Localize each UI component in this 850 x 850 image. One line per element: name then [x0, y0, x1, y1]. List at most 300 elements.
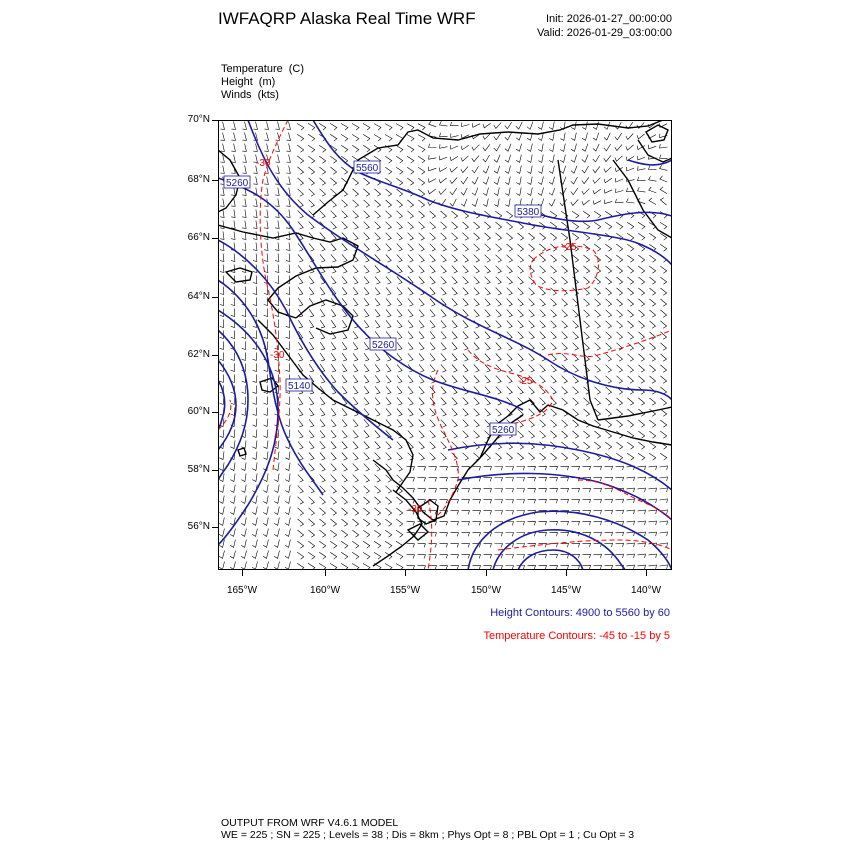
- wind-barb: [638, 431, 644, 438]
- wind-barb: [352, 552, 359, 559]
- wind-barb: [418, 543, 426, 547]
- wind-barb: [660, 187, 667, 194]
- wind-barb: [397, 420, 402, 428]
- wind-barb: [274, 507, 279, 515]
- wind-barb: [485, 244, 491, 251]
- wind-barb: [331, 309, 336, 317]
- wind-barb: [298, 430, 303, 438]
- wind-barb: [220, 353, 224, 361]
- wind-barb: [275, 221, 279, 229]
- wind-barb: [253, 177, 257, 185]
- wind-barb: [495, 533, 503, 537]
- wind-barbs: [219, 121, 667, 570]
- wind-barb: [573, 420, 579, 427]
- wind-barb: [605, 442, 611, 449]
- wind-barb: [252, 452, 257, 460]
- wind-barb: [627, 532, 635, 536]
- wind-barb: [397, 266, 402, 274]
- wind-barb: [243, 122, 247, 130]
- wind-barb: [298, 508, 304, 515]
- wind-barb: [263, 529, 268, 537]
- wind-barb: [561, 453, 567, 460]
- wind-barb: [649, 466, 657, 470]
- wind-barb: [529, 321, 535, 329]
- wind-barb: [605, 222, 612, 229]
- wind-barb: [518, 299, 524, 306]
- wind-barb: [231, 144, 235, 152]
- wind-barb: [463, 299, 468, 307]
- wind-barb: [606, 398, 612, 405]
- wind-barb: [429, 565, 437, 569]
- wind-barb: [528, 453, 534, 460]
- wind-barb: [452, 321, 457, 329]
- wind-barb: [430, 442, 436, 449]
- wind-barb: [506, 233, 512, 240]
- wind-barb: [408, 288, 413, 296]
- wind-barb: [309, 287, 314, 295]
- wind-barb: [451, 565, 459, 569]
- wind-barb: [418, 156, 425, 163]
- wind-barb: [595, 332, 601, 339]
- wind-barb: [540, 376, 546, 383]
- wind-barb: [474, 233, 480, 240]
- wind-barb: [649, 266, 655, 273]
- lon-tick: [405, 570, 406, 576]
- wind-barb: [562, 321, 568, 329]
- wind-barb: [219, 507, 224, 515]
- wind-barb: [660, 466, 668, 470]
- height-contour: [313, 120, 672, 265]
- lat-label: 68°N: [187, 174, 210, 185]
- wind-barb: [474, 409, 480, 417]
- wind-barb: [550, 532, 558, 536]
- wind-barb: [605, 477, 613, 481]
- wind-barb: [254, 122, 258, 130]
- wind-barb: [540, 255, 546, 262]
- wind-barb: [320, 178, 326, 185]
- wind-barb: [516, 177, 521, 185]
- height-label-text: 5380: [517, 207, 540, 218]
- wind-barb: [616, 466, 624, 470]
- wind-barb: [441, 442, 447, 449]
- wind-barb: [518, 244, 524, 251]
- wind-barb: [275, 155, 279, 163]
- wind-barb: [220, 232, 224, 240]
- wind-barb: [551, 321, 557, 328]
- wind-barb: [220, 166, 224, 174]
- wind-barb: [286, 364, 290, 372]
- wind-barb: [506, 566, 514, 570]
- wind-barb: [263, 441, 268, 449]
- wind-barb: [341, 552, 348, 559]
- wind-barb: [505, 155, 511, 163]
- wind-barb: [331, 453, 336, 461]
- wind-barb: [220, 265, 224, 273]
- wind-barb: [473, 554, 481, 558]
- wind-barb: [374, 135, 381, 142]
- wind-barb: [649, 488, 657, 492]
- wind-barb: [583, 442, 589, 449]
- wind-barb: [485, 277, 491, 284]
- wind-barb: [275, 232, 279, 240]
- wind-barb: [452, 266, 458, 274]
- wind-barb: [297, 123, 304, 130]
- wind-barb: [583, 554, 591, 558]
- temperature-contour: [578, 480, 672, 520]
- wind-barb: [375, 442, 380, 450]
- wind-barb: [540, 266, 546, 273]
- wind-barb: [505, 144, 511, 151]
- wind-barb: [474, 310, 479, 318]
- wind-barb: [627, 288, 633, 295]
- wind-barb: [241, 474, 246, 482]
- wind-barb: [263, 551, 268, 559]
- wind-barb: [385, 167, 391, 174]
- wind-barb: [363, 541, 370, 548]
- wind-barb: [572, 466, 580, 470]
- wind-barb: [649, 521, 657, 525]
- wind-barb: [463, 277, 469, 285]
- wind-barb: [308, 552, 315, 559]
- wind-barb: [582, 177, 589, 183]
- height-label: [354, 161, 380, 174]
- wind-barb: [540, 431, 546, 438]
- wind-barb: [331, 486, 337, 494]
- wind-barb: [363, 508, 369, 515]
- wind-barb: [230, 474, 235, 482]
- wind-barb: [660, 299, 666, 306]
- wind-barb: [341, 530, 347, 537]
- wind-barb: [386, 320, 391, 328]
- wind-barb: [562, 420, 568, 427]
- wind-barb: [638, 166, 646, 170]
- wind-barb: [430, 233, 436, 240]
- wind-barb: [473, 488, 481, 492]
- map-panel: [218, 120, 672, 570]
- wind-barb: [562, 310, 568, 318]
- wind-barb: [397, 222, 403, 230]
- wind-barb: [604, 189, 612, 193]
- wind-barb: [397, 244, 403, 252]
- wind-barb: [220, 287, 224, 295]
- wind-barb: [594, 499, 602, 503]
- wind-barb: [386, 420, 391, 428]
- wind-barb: [309, 486, 315, 493]
- wind-barb: [562, 376, 568, 384]
- wind-barb: [551, 431, 557, 438]
- wind-barb: [320, 453, 325, 461]
- wind-barb: [242, 408, 246, 416]
- wind-barb: [594, 565, 602, 569]
- wind-barb: [594, 466, 602, 470]
- wind-barb: [505, 177, 510, 185]
- init-time: Init: 2026-01-27_00:00:00: [546, 13, 672, 25]
- wind-barb: [275, 243, 279, 251]
- wind-barb: [472, 177, 478, 184]
- wind-barb: [274, 474, 279, 482]
- wind-barb: [331, 353, 336, 361]
- wind-barb: [386, 408, 391, 416]
- wind-barb: [319, 167, 325, 174]
- wind-barb: [419, 386, 424, 394]
- wind-barb: [496, 321, 501, 329]
- wind-barb: [461, 177, 468, 184]
- height-contour: [468, 511, 672, 570]
- wind-barb: [320, 397, 325, 405]
- wind-barb: [219, 496, 224, 504]
- wind-barb: [561, 255, 567, 262]
- wind-barb: [298, 298, 303, 306]
- wind-barb: [649, 198, 656, 205]
- wind-barb: [408, 409, 413, 417]
- wind-barb: [441, 409, 446, 417]
- wind-barb: [639, 332, 645, 339]
- wind-barb: [353, 211, 359, 219]
- wind-barb: [407, 565, 415, 569]
- wind-barb: [396, 497, 402, 504]
- wind-barb: [505, 166, 510, 174]
- wind-barb: [320, 211, 326, 218]
- wind-barb: [429, 121, 437, 127]
- wind-barb: [385, 497, 391, 504]
- wind-barb: [551, 255, 557, 262]
- lat-tick: [212, 238, 218, 239]
- wind-barb: [374, 124, 381, 131]
- wind-barb: [363, 145, 370, 152]
- wind-barb: [264, 221, 268, 229]
- wind-barb: [660, 521, 668, 525]
- wind-barb: [573, 409, 579, 416]
- wind-barb: [506, 511, 514, 515]
- wind-barb: [253, 221, 257, 229]
- wind-barb: [627, 510, 635, 514]
- wind-barb: [627, 565, 635, 569]
- wind-barb: [297, 156, 303, 163]
- wind-barb: [274, 496, 279, 504]
- wind-barb: [320, 254, 325, 262]
- wind-barb: [353, 397, 358, 405]
- wind-barb: [606, 376, 612, 383]
- wind-barb: [220, 375, 224, 383]
- wind-barb: [419, 298, 424, 306]
- wind-barb: [408, 266, 413, 274]
- wind-barb: [397, 464, 403, 472]
- wind-barb: [649, 565, 657, 569]
- wind-barb: [375, 298, 380, 306]
- wind-barb: [385, 530, 392, 537]
- wind-barb: [561, 233, 567, 240]
- lon-tick: [325, 570, 326, 576]
- wind-barb: [660, 365, 666, 372]
- wind-barb: [463, 453, 469, 460]
- wind-barb: [562, 354, 568, 361]
- wind-barb: [298, 254, 303, 262]
- wind-barb: [594, 521, 602, 525]
- wind-barb: [495, 544, 503, 548]
- wind-barb: [439, 168, 447, 172]
- wind-barb: [595, 277, 601, 284]
- wind-barb: [407, 178, 413, 185]
- wind-barb: [342, 276, 347, 284]
- wind-barb: [472, 155, 479, 161]
- wind-barb: [263, 485, 268, 493]
- lat-label: 56°N: [187, 521, 210, 532]
- wind-barb: [461, 145, 469, 149]
- wind-barb: [286, 408, 290, 416]
- wind-barb: [230, 540, 235, 548]
- wind-barb: [540, 332, 546, 340]
- field-name: Winds: [221, 89, 252, 101]
- wind-barb: [285, 496, 290, 504]
- wind-barb: [604, 155, 611, 161]
- wind-barb: [528, 499, 536, 503]
- wind-barb: [440, 156, 448, 160]
- wind-barb: [484, 554, 492, 558]
- wind-barb: [604, 144, 611, 151]
- wind-barb: [285, 474, 290, 482]
- wind-barb: [408, 211, 414, 218]
- wind-barb: [606, 321, 612, 328]
- wind-barb: [319, 145, 326, 152]
- wind-barb: [407, 135, 414, 142]
- wind-barb: [660, 409, 666, 416]
- wind-barb: [430, 320, 435, 328]
- wind-barb: [616, 420, 622, 427]
- wind-barb: [649, 187, 657, 193]
- wind-barb: [593, 200, 601, 204]
- wind-barb: [474, 288, 479, 296]
- wind-barb: [660, 222, 667, 229]
- wind-barb: [518, 354, 523, 362]
- wind-barb: [660, 499, 668, 503]
- wind-barb: [562, 288, 568, 295]
- wind-barb: [462, 123, 470, 127]
- wind-barb: [649, 420, 655, 427]
- wind-barb: [529, 365, 535, 373]
- wind-barb: [617, 332, 623, 339]
- wind-barb: [263, 452, 268, 460]
- wind-barb: [505, 122, 512, 129]
- wind-barb: [539, 565, 547, 569]
- wind-barb: [529, 255, 535, 262]
- wind-barb: [528, 477, 536, 481]
- wind-barb: [561, 222, 567, 229]
- wind-barb: [583, 233, 589, 240]
- wind-barb: [364, 397, 369, 405]
- lon-tick: [646, 570, 647, 576]
- lat-label: 64°N: [187, 291, 210, 302]
- wind-barb: [441, 453, 447, 461]
- wind-barb: [253, 309, 257, 317]
- wind-barb: [616, 199, 624, 203]
- wind-barb: [375, 309, 380, 317]
- wind-barb: [352, 519, 358, 526]
- wind-barb: [627, 222, 634, 229]
- wind-barb: [649, 398, 655, 405]
- wind-barb: [242, 342, 246, 350]
- wind-barb: [331, 464, 336, 472]
- wind-barb: [408, 244, 414, 252]
- wind-barb: [264, 298, 268, 306]
- wind-barb: [298, 408, 303, 416]
- wind-barb: [518, 431, 524, 438]
- wind-barb: [551, 354, 557, 361]
- wind-barb: [616, 222, 623, 229]
- wind-barb: [538, 122, 543, 130]
- wind-barb: [539, 233, 545, 240]
- wind-barb: [331, 211, 337, 218]
- wind-barb: [529, 310, 535, 318]
- wind-barb: [309, 497, 315, 505]
- wind-barb: [573, 310, 579, 318]
- wind-barb: [386, 255, 391, 263]
- wind-barb: [571, 133, 576, 141]
- wind-barb: [474, 420, 480, 427]
- wind-barb: [418, 146, 425, 153]
- wind-barb: [298, 178, 304, 185]
- wind-barb: [506, 467, 514, 471]
- wind-barb: [593, 166, 600, 172]
- wind-barb: [364, 298, 369, 306]
- wind-barb: [364, 408, 369, 416]
- wind-barb: [252, 441, 257, 449]
- wind-barb: [364, 386, 369, 394]
- wind-barb: [649, 145, 657, 149]
- wind-barb: [627, 266, 633, 273]
- wind-barb: [463, 376, 468, 384]
- wind-barb: [342, 442, 347, 450]
- wind-barb: [650, 354, 656, 361]
- wind-barb: [275, 254, 279, 262]
- wind-barb: [219, 529, 224, 537]
- wind-barb: [507, 244, 513, 251]
- wind-barb: [450, 199, 456, 206]
- wind-barb: [264, 364, 268, 372]
- wind-barb: [253, 408, 257, 416]
- wind-barb: [584, 288, 590, 295]
- wind-barb: [407, 554, 415, 558]
- wind-barb: [275, 276, 279, 284]
- wind-barb: [440, 466, 448, 470]
- wind-barb: [308, 530, 314, 537]
- wind-barb: [594, 554, 602, 558]
- wind-barb: [550, 543, 558, 547]
- wind-barb: [595, 398, 601, 405]
- wind-barb: [628, 387, 634, 394]
- wind-barb: [549, 199, 555, 206]
- wind-barb: [660, 321, 666, 328]
- wind-barb: [353, 287, 358, 295]
- wind-barb: [550, 233, 556, 240]
- wind-barb: [660, 144, 668, 148]
- wind-barb: [551, 277, 557, 284]
- wind-barb: [430, 255, 436, 263]
- wind-barb: [627, 198, 635, 203]
- wind-barb: [573, 321, 579, 329]
- wind-barb: [264, 386, 268, 394]
- wind-barb: [638, 420, 644, 427]
- wind-barb: [220, 320, 224, 328]
- wind-barb: [550, 521, 558, 525]
- wind-barb: [252, 551, 257, 559]
- wind-barb: [439, 178, 447, 183]
- wind-barb: [407, 543, 415, 547]
- wind-barb: [298, 222, 303, 230]
- wind-barb: [342, 254, 347, 262]
- wind-barb: [441, 420, 446, 428]
- lat-tick: [212, 412, 218, 413]
- wind-barb: [430, 409, 435, 417]
